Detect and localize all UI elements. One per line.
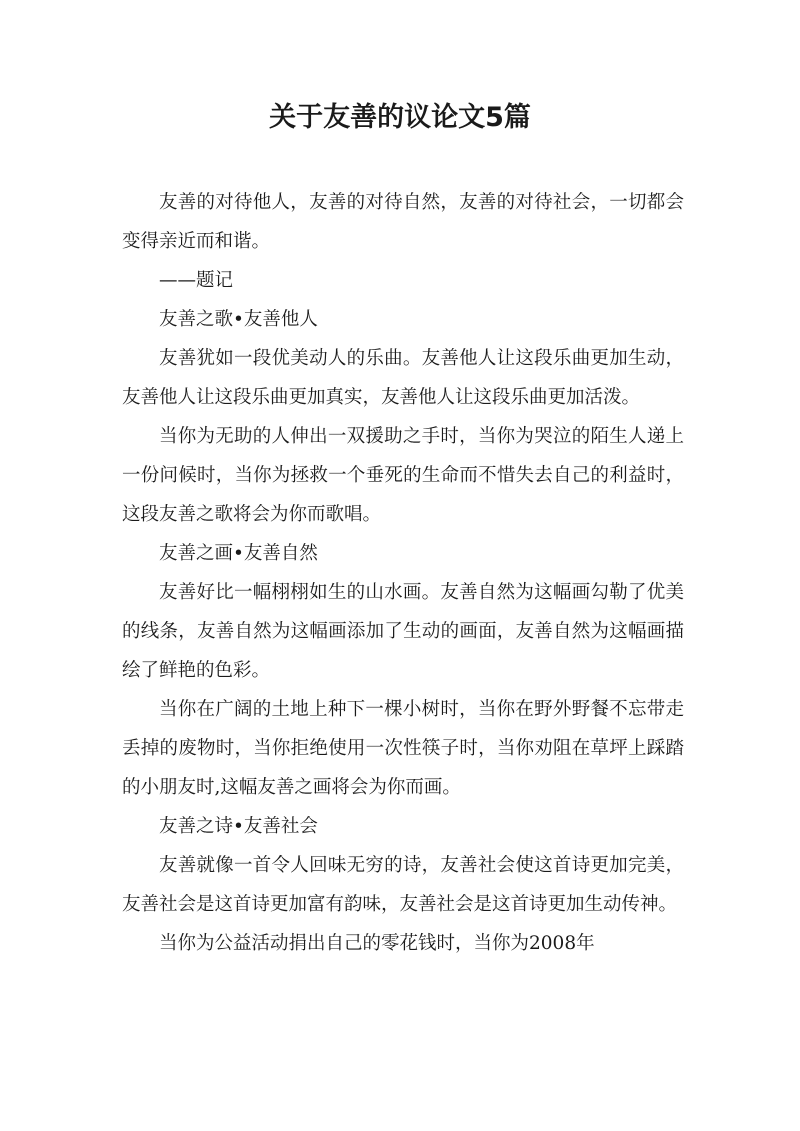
document-body (122, 183, 684, 963)
section-heading-painting: 友善之画•友善自然 (159, 543, 318, 564)
paragraph-epigraph-attribution: ——题记 (159, 270, 234, 291)
paragraph-song-intro: 友善犹如一段优美动人的乐曲。友善他人让这段乐曲更加生动，友善他人让这段乐曲更加真实，友善他人让这段乐曲更加活泼。 (122, 348, 684, 408)
document-title: 关于友善的议论文5篇 (269, 102, 531, 133)
paragraph-song-detail: 当你为无助的人伸出一双援助之手时，当你为哭泣的陌生人递上一份问候时，当你为拯救一个垂死的生命而不惜失去自己的利益时，这段友善之歌将会为你而歌唱。 (122, 426, 684, 525)
paragraph-painting-intro: 友善好比一幅栩栩如生的山水画。友善自然为这幅画勾勒了优美的线条，友善自然为这幅画添加了生动的画面，友善自然为这幅画描绘了鲜艳的色彩。 (122, 582, 684, 681)
paragraph-poem-detail: 当你为公益活动捐出自己的零花钱时，当你为2008年 (159, 933, 595, 954)
paragraph-poem-intro: 友善就像一首令人回味无穷的诗，友善社会使这首诗更加完美，友善社会是这首诗更加富有韵味，友善社会是这首诗更加生动传神。 (122, 855, 684, 915)
paragraph-painting-detail: 当你在广阔的土地上种下一棵小树时，当你在野外野餐不忘带走丢掉的废物时，当你拒绝使用一次性筷子时，当你劝阻在草坪上踩踏的小朋友时,这幅友善之画将会为你而画。 (122, 699, 684, 798)
section-heading-poem: 友善之诗•友善社会 (159, 816, 318, 837)
paragraph-epigraph: 友善的对待他人，友善的对待自然，友善的对待社会，一切都会变得亲近而和谐。 (122, 192, 684, 252)
section-heading-song: 友善之歌•友善他人 (159, 309, 318, 330)
